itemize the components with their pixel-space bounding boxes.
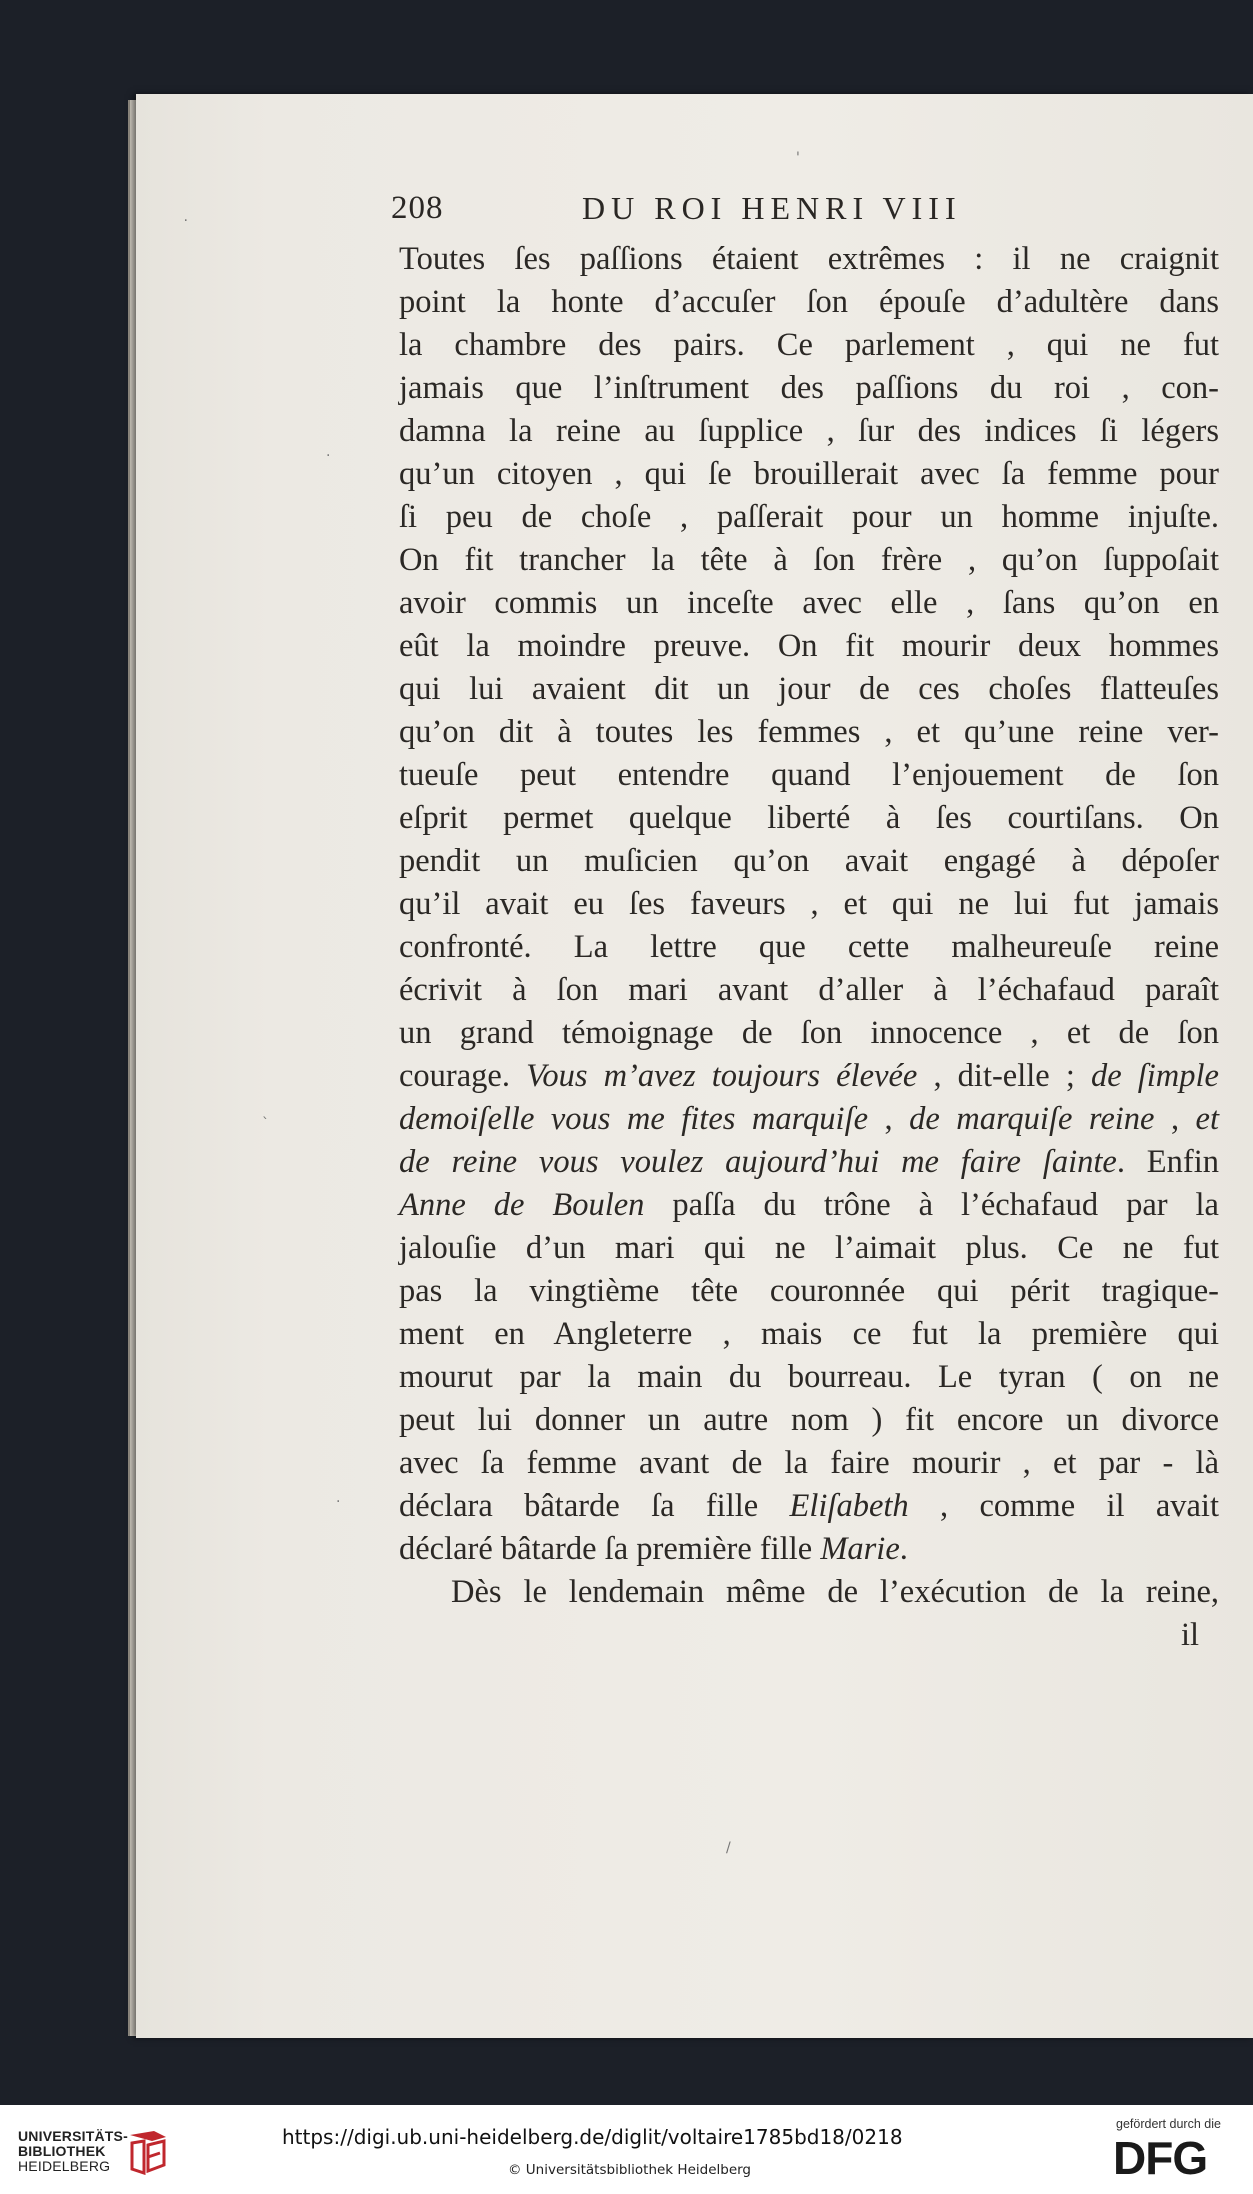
text-line: mourut par la main du bourreau. Le tyran ( on ne [399, 1359, 1219, 1395]
text-line: point la honte d’accuſer ſon épouſe d’adultère dans [399, 284, 1219, 320]
text-line: eſprit permet quelque liberté à ſes courtiſans. On [399, 800, 1219, 836]
text-line: pas la vingtième tête couronnée qui périt tragique- [399, 1273, 1219, 1309]
text-line: jalouſie d’un mari qui ne l’aimait plus. Ce ne fut [399, 1230, 1219, 1266]
text-run: . Enfin [1116, 1144, 1219, 1180]
text-line [399, 1528, 1219, 1571]
text-line: un grand témoignage de ſon innocence , et de ſon [399, 1015, 1219, 1051]
text-run: , dit-elle ; [917, 1058, 1091, 1094]
text-line: damna la reine au ſupplice , ſur des indices ſi légers [399, 413, 1219, 449]
italic-quote: de marquiſe reine [909, 1101, 1155, 1137]
library-logo-text [18, 2129, 128, 2174]
paper-speck: ` [262, 1116, 269, 1132]
text-line: tueuſe peut entendre quand l’enjouement de ſon [399, 757, 1219, 793]
text-line: ment en Angleterre , mais ce fut la première qui [399, 1316, 1219, 1352]
text-line: qui lui avaient dit un jour de ces choſes flatteuſes [399, 671, 1219, 707]
italic-quote: de ſimple [1090, 1058, 1219, 1094]
paper-speck: · [326, 448, 331, 464]
paper-speck: / [726, 1840, 731, 1856]
text-line: Dès le lendemain même de l’exécution de la reine, [451, 1574, 1219, 1610]
text-line: pendit un muſicien qu’on avait engagé à dépoſer [399, 843, 1219, 879]
text-run: . [899, 1531, 908, 1567]
text-run: courage. [399, 1058, 527, 1094]
italic-quote: Eliſabeth [789, 1488, 909, 1524]
text-line: Toutes ſes paſſions étaient extrêmes : il ne craignit [399, 241, 1219, 277]
library-name-line: HEIDELBERG [18, 2158, 111, 2174]
text-run: , [868, 1101, 910, 1137]
paper-speck: · [336, 1494, 341, 1510]
library-name-line: BIBLIOTHEK [18, 2143, 106, 2159]
text-run: déclaré bâtarde ſa première fille [399, 1531, 821, 1567]
text-line: avec ſa femme avant de la faire mourir , et par - là [399, 1445, 1219, 1481]
italic-quote: et [1195, 1101, 1220, 1137]
text-line: On fit trancher la tête à ſon frère , qu’on ſuppoſait [399, 542, 1219, 578]
text-run: , comme il avait [908, 1488, 1219, 1524]
italic-quote: Marie [820, 1531, 900, 1567]
paper-speck: ٠ [182, 212, 190, 228]
permalink-url[interactable]: https://digi.ub.uni-heidelberg.de/diglit/voltaire1785bd18/0218 [282, 2125, 903, 2149]
text-line: qu’il avait eu ſes faveurs , et qui ne lui fut jamais [399, 886, 1219, 922]
footer-bar [0, 2105, 1253, 2194]
text-line [399, 1184, 1219, 1227]
text-line: écrivit à ſon mari avant d’aller à l’échafaud paraît [399, 972, 1219, 1008]
italic-quote: Anne de Boulen [399, 1187, 645, 1223]
text-line: qu’on dit à toutes les femmes , et qu’une reine ver- [399, 714, 1219, 750]
text-line: eût la moindre preuve. On fit mourir deux hommes [399, 628, 1219, 664]
text-line [399, 1485, 1219, 1528]
text-line: confronté. La lettre que cette malheureuſe reine [399, 929, 1219, 965]
body-text [399, 238, 1219, 1657]
text-line: jamais que l’inſtrument des paſſions du roi , con- [399, 370, 1219, 406]
text-line: qu’un citoyen , qui ſe brouillerait avec ſa femme pour [399, 456, 1219, 492]
funded-by-label: gefördert durch die [1116, 2117, 1221, 2131]
page-number: 208 [391, 190, 444, 226]
text-line: peut lui donner un autre nom ) fit encore un divorce [399, 1402, 1219, 1438]
italic-quote: Vous m’avez toujours élevée [526, 1058, 918, 1094]
library-name-line: UNIVERSITÄTS- [18, 2128, 128, 2144]
text-run: déclara bâtarde ſa fille [399, 1488, 790, 1524]
text-line [399, 1141, 1219, 1184]
dfg-logo: DFG [1113, 2132, 1208, 2184]
italic-quote: de reine vous voulez aujourd’hui me faire ſainte [399, 1144, 1117, 1180]
text-line: avoir commis un inceſte avec elle , ſans qu’on en [399, 585, 1219, 621]
library-logo-icon [126, 2129, 170, 2175]
book-page [136, 94, 1253, 2038]
text-run: paſſa du trône à l’échafaud par la [644, 1187, 1219, 1223]
running-title: DU ROI HENRI VIII [582, 190, 962, 226]
italic-quote: demoiſelle vous me fites marquiſe [399, 1101, 869, 1137]
text-line [399, 1055, 1219, 1098]
text-line: la chambre des pairs. Ce parlement , qui ne fut [399, 327, 1219, 363]
text-line [399, 1098, 1219, 1141]
catchword: il [1180, 1617, 1199, 1653]
text-line: ſi peu de choſe , paſſerait pour un homme injuſte. [399, 499, 1219, 535]
text-run: , [1154, 1101, 1196, 1137]
copyright-notice: © Universitätsbibliothek Heidelberg [508, 2162, 752, 2178]
paper-speck: ' [796, 150, 800, 166]
